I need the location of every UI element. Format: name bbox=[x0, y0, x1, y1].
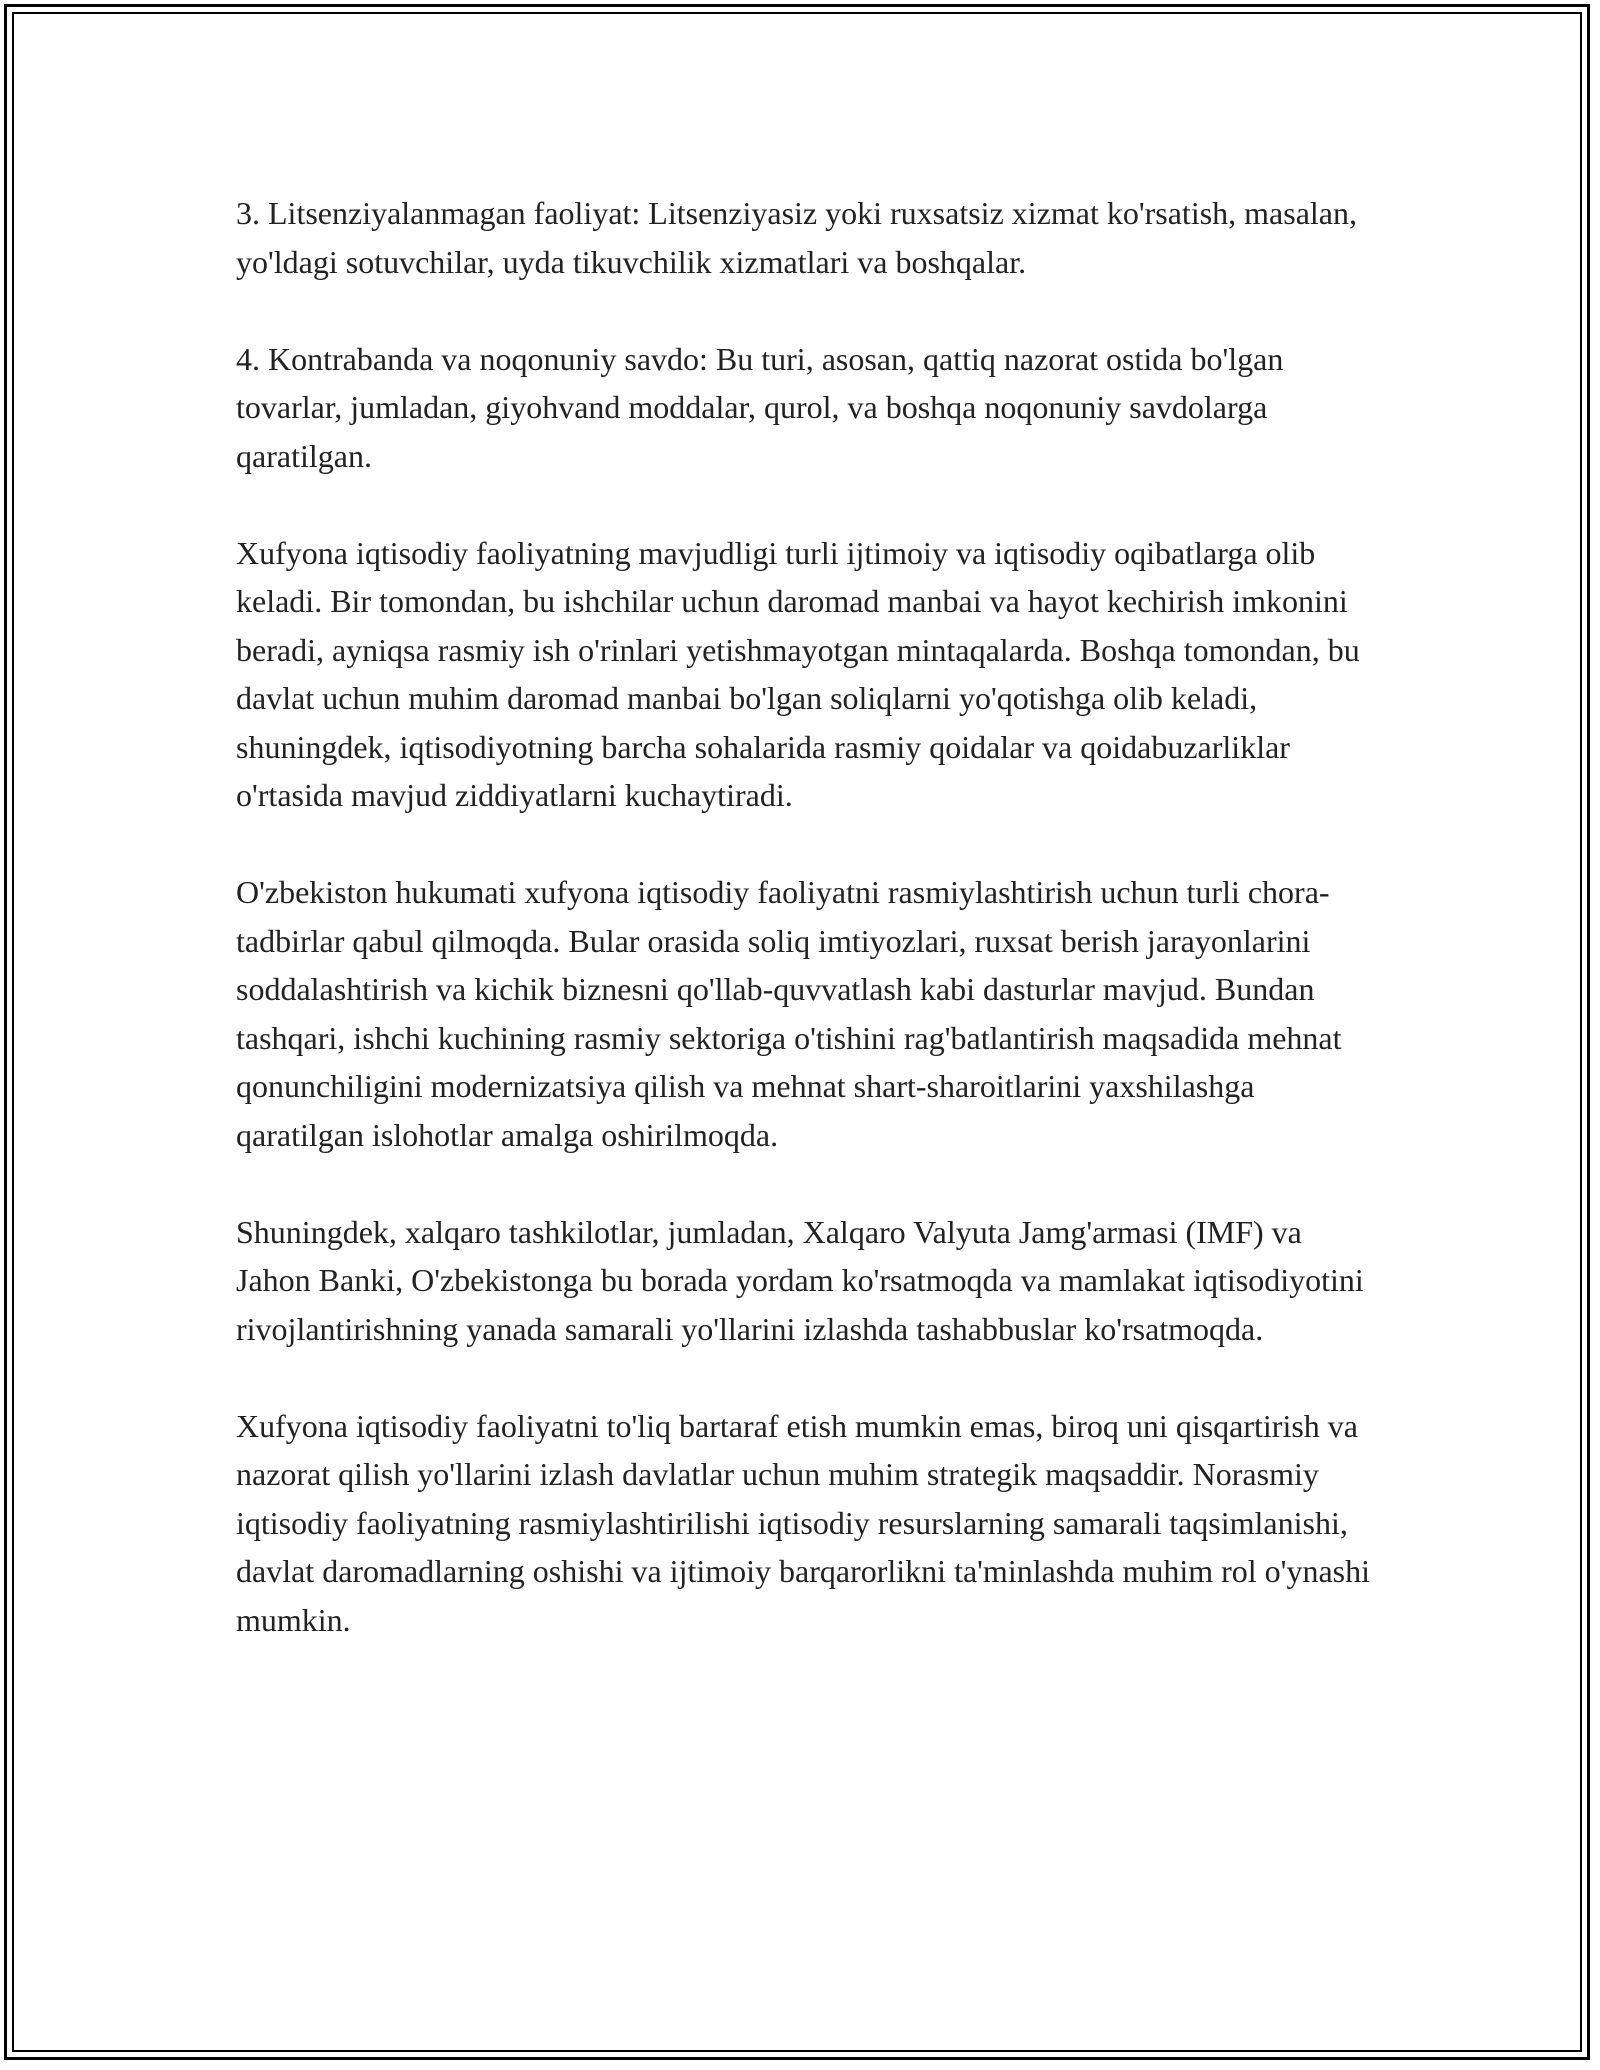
paragraph-international-organizations: Shuningdek, xalqaro tashkilotlar, jumladan, Xalqaro Valyuta Jamg'armasi (IMF) va Jahon Banki, O'zbekistonga bu borada yordam ko'rsatmoqda va mamlakat iqtisodiyotini rivojlantirishning yanada samarali yo'llarini izlashda tashabbuslar ko'rsatmoqda. bbox=[236, 1213, 1364, 1347]
paragraph-government-measures: O'zbekiston hukumati xufyona iqtisodiy faoliyatni rasmiylashtirish uchun turli chora-tadbirlar qabul qilmoqda. Bular orasida soliq imtiyozlari, ruxsat berish jarayonlarini soddalashtirish va kichik biznesni qo'llab-quvvatlash kabi dasturlar mavjud. Bundan tashqari, ishchi kuchining rasmiy sektoriga o'tishini rag'batlantirish maqsadida mehnat qonunchiligini modernizatsiya qilish va mehnat shart-sharoitlarini yaxshilashga qaratilgan islohotlar amalga oshirilmoqda. bbox=[236, 874, 1342, 1153]
document-body bbox=[236, 189, 1376, 1693]
paragraph-unlicensed-activity: 3. Litsenziyalanmagan faoliyat: Litsenziyasiz yoki ruxsatsiz xizmat ko'rsatish, masalan, yo'ldagi sotuvchilar, uyda tikuvchilik xizmatlari va boshqalar. bbox=[236, 195, 1357, 280]
paragraph-smuggling-illegal-trade: 4. Kontrabanda va noqonuniy savdo: Bu turi, asosan, qattiq nazorat ostida bo'lgan tovarlar, jumladan, giyohvand moddalar, qurol, va boshqa noqonuniy savdolarga qaratilgan. bbox=[236, 340, 1284, 474]
paragraph-conclusion: Xufyona iqtisodiy faoliyatni to'liq bartaraf etish mumkin emas, biroq uni qisqartirish va nazorat qilish yo'llarini izlash davlatlar uchun muhim strategik maqsaddir. Norasmiy iqtisodiy faoliyatning rasmiylashtirilishi iqtisodiy resurslarning samarali taqsimlanishi, davlat daromadlarning oshishi va ijtimoiy barqarorlikni ta'minlashda muhim rol o'ynashi mumkin. bbox=[236, 1407, 1370, 1638]
paragraph-consequences: Xufyona iqtisodiy faoliyatning mavjudligi turli ijtimoiy va iqtisodiy oqibatlarga olib keladi. Bir tomondan, bu ishchilar uchun daromad manbai va hayot kechirish imkonini beradi, ayniqsa rasmiy ish o'rinlari yetishmayotgan mintaqalarda. Boshqa tomondan, bu davlat uchun muhim daromad manbai bo'lgan soliqlarni yo'qotishga olib keladi, shuningdek, iqtisodiyotning barcha sohalarida rasmiy qoidalar va qoidabuzarliklar o'rtasida mavjud ziddiyatlarni kuchaytiradi. bbox=[236, 534, 1360, 813]
